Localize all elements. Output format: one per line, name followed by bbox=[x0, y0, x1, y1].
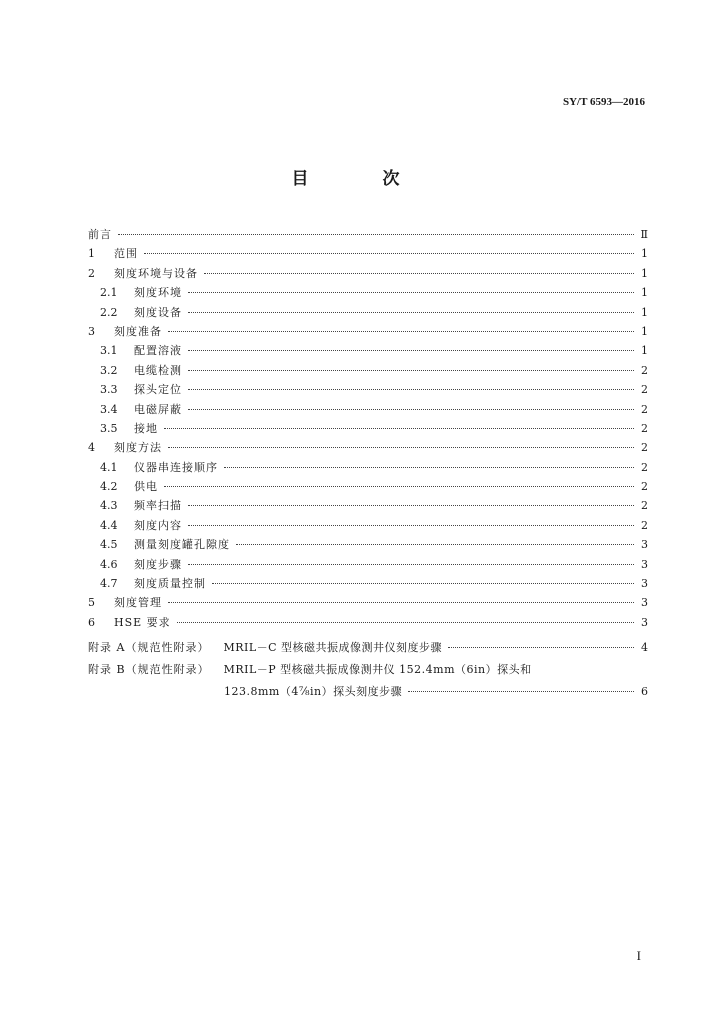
toc-entry[interactable] bbox=[88, 226, 648, 245]
page-ref: 3 bbox=[641, 596, 648, 610]
leader-dots bbox=[188, 525, 634, 526]
toc-entry[interactable] bbox=[88, 381, 648, 400]
toc-number: 3.4 bbox=[100, 402, 118, 416]
leader-dots bbox=[212, 583, 634, 584]
toc-label: 刻度管理 bbox=[114, 596, 162, 610]
toc-entry[interactable] bbox=[88, 497, 648, 516]
page-number: I bbox=[636, 948, 641, 963]
toc-number: 2.1 bbox=[100, 286, 118, 300]
leader-dots bbox=[177, 622, 634, 623]
toc-entry[interactable] bbox=[88, 594, 648, 613]
page-ref: 2 bbox=[641, 441, 648, 455]
toc-entry[interactable] bbox=[88, 575, 648, 594]
leader-dots bbox=[188, 370, 634, 371]
page-ref: 1 bbox=[641, 324, 648, 338]
appendix-label: 附录 B（规范性附录） bbox=[88, 663, 210, 677]
appendix-title: MRIL－C 型核磁共振成像测井仪刻度步骤 bbox=[223, 641, 443, 655]
appendix-b[interactable] bbox=[88, 661, 648, 683]
toc-number: 4.7 bbox=[100, 577, 118, 591]
toc-label: 范围 bbox=[114, 247, 138, 261]
toc-label: 接地 bbox=[134, 421, 158, 435]
page-ref: 2 bbox=[641, 480, 648, 494]
toc-number: 3.1 bbox=[100, 344, 118, 358]
page-ref: 1 bbox=[641, 286, 648, 300]
toc-label: 仪器串连接顺序 bbox=[134, 460, 218, 474]
page-ref: 2 bbox=[641, 421, 648, 435]
page-ref: 1 bbox=[641, 344, 648, 358]
appendix-a[interactable] bbox=[88, 639, 648, 661]
page-ref: 2 bbox=[641, 518, 648, 532]
page-ref: 1 bbox=[641, 266, 648, 280]
page-ref: 4 bbox=[641, 641, 648, 655]
toc-label: 电磁屏蔽 bbox=[134, 402, 182, 416]
toc-label: 刻度环境与设备 bbox=[114, 266, 198, 280]
page-ref: 2 bbox=[641, 383, 648, 397]
appendix-title: MRIL－P 型核磁共振成像测井仪 152.4mm（6in）探头和 bbox=[223, 663, 532, 677]
toc-number: 2.2 bbox=[100, 305, 118, 319]
toc-number: 3.2 bbox=[100, 363, 118, 377]
appendix-b-continuation[interactable] bbox=[88, 683, 648, 705]
page-ref: 3 bbox=[641, 557, 648, 571]
toc-label: 探头定位 bbox=[134, 383, 182, 397]
toc-entry[interactable] bbox=[88, 536, 648, 555]
toc-entry[interactable] bbox=[88, 342, 648, 361]
toc-number: 4.1 bbox=[100, 460, 118, 474]
page-ref: 3 bbox=[641, 615, 648, 629]
toc-label: 测量刻度罐孔隙度 bbox=[134, 538, 230, 552]
toc-label: 频率扫描 bbox=[134, 499, 182, 513]
leader-dots bbox=[408, 691, 634, 692]
leader-dots bbox=[236, 544, 634, 545]
toc-label: 刻度环境 bbox=[134, 286, 182, 300]
toc-number: 4.2 bbox=[100, 480, 118, 494]
toc-label: 刻度步骤 bbox=[134, 557, 182, 571]
page-ref: 1 bbox=[641, 247, 648, 261]
page-ref: Ⅱ bbox=[640, 228, 648, 241]
toc-number: 3.5 bbox=[100, 421, 118, 435]
leader-dots bbox=[164, 486, 634, 487]
toc-label: 刻度设备 bbox=[134, 305, 182, 319]
toc-entry[interactable] bbox=[88, 323, 648, 342]
toc-entry[interactable] bbox=[88, 265, 648, 284]
standard-code: SY/T 6593—2016 bbox=[562, 96, 645, 108]
leader-dots bbox=[448, 647, 634, 648]
appendix-title-continuation: 123.8mm（4⅞in）探头刻度步骤 bbox=[224, 685, 403, 699]
toc-label: 前言 bbox=[88, 228, 112, 241]
leader-dots bbox=[188, 350, 634, 351]
page-ref: 2 bbox=[641, 499, 648, 513]
leader-dots bbox=[224, 467, 634, 468]
toc-entry[interactable] bbox=[88, 284, 648, 303]
toc-entry[interactable] bbox=[88, 304, 648, 323]
toc-label: 刻度方法 bbox=[114, 441, 162, 455]
page-ref: 2 bbox=[641, 402, 648, 416]
toc-number: 4.6 bbox=[100, 557, 118, 571]
toc-entry[interactable] bbox=[88, 439, 648, 458]
toc-entry[interactable] bbox=[88, 614, 648, 633]
toc-entry[interactable] bbox=[88, 401, 648, 420]
toc-number: 5 bbox=[88, 596, 95, 610]
leader-dots bbox=[188, 409, 634, 410]
leader-dots bbox=[168, 602, 634, 603]
toc-number: 3.3 bbox=[100, 383, 118, 397]
leader-dots bbox=[118, 234, 634, 235]
toc-number: 1 bbox=[88, 247, 95, 261]
leader-dots bbox=[188, 505, 634, 506]
leader-dots bbox=[188, 564, 634, 565]
toc-entry[interactable] bbox=[88, 420, 648, 439]
toc-label: 刻度内容 bbox=[134, 518, 182, 532]
toc-entry[interactable] bbox=[88, 478, 648, 497]
leader-dots bbox=[188, 312, 634, 313]
toc-number: 3 bbox=[88, 324, 95, 338]
toc-number: 4 bbox=[88, 441, 95, 455]
page-ref: 3 bbox=[641, 577, 648, 591]
page-title: 目 次 bbox=[291, 169, 434, 189]
leader-dots bbox=[168, 447, 634, 448]
leader-dots bbox=[144, 253, 634, 254]
page-ref: 2 bbox=[641, 460, 648, 474]
leader-dots bbox=[164, 428, 634, 429]
page-ref: 1 bbox=[641, 305, 648, 319]
toc-label: 供电 bbox=[134, 480, 158, 494]
toc-entry[interactable] bbox=[88, 245, 648, 264]
toc-label: HSE 要求 bbox=[114, 615, 171, 629]
leader-dots bbox=[188, 292, 634, 293]
page-ref: 2 bbox=[641, 363, 648, 377]
table-of-contents bbox=[88, 226, 648, 705]
toc-number: 2 bbox=[88, 266, 95, 280]
toc-number: 6 bbox=[88, 615, 95, 629]
toc-entry[interactable] bbox=[88, 556, 648, 575]
toc-number: 4.5 bbox=[100, 538, 118, 552]
toc-number: 4.3 bbox=[100, 499, 118, 513]
page-ref: 3 bbox=[641, 538, 648, 552]
toc-number: 4.4 bbox=[100, 518, 118, 532]
leader-dots bbox=[204, 273, 634, 274]
page-ref: 6 bbox=[641, 685, 648, 699]
toc-label: 配置溶液 bbox=[134, 344, 182, 358]
leader-dots bbox=[168, 331, 634, 332]
leader-dots bbox=[188, 389, 634, 390]
appendix-label: 附录 A（规范性附录） bbox=[88, 641, 210, 655]
toc-entry[interactable] bbox=[88, 459, 648, 478]
toc-label: 电缆检测 bbox=[134, 363, 182, 377]
toc-label: 刻度质量控制 bbox=[134, 577, 206, 591]
toc-entry[interactable] bbox=[88, 517, 648, 536]
toc-label: 刻度准备 bbox=[114, 324, 162, 338]
toc-entry[interactable] bbox=[88, 362, 648, 381]
